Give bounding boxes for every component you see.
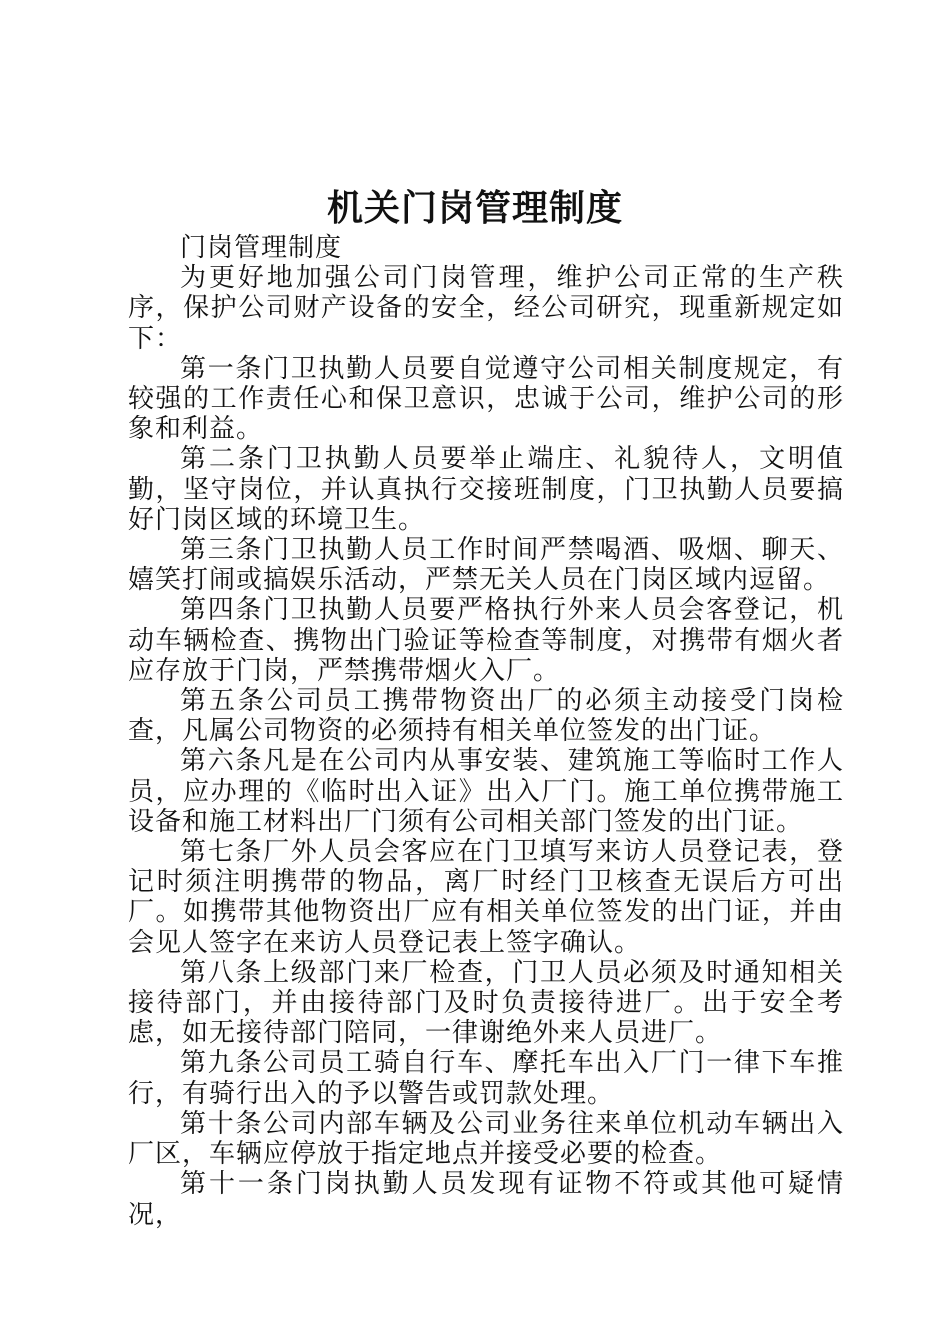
paragraph-article-5: 第五条公司员工携带物资出厂的必须主动接受门岗检查，凡属公司物资的必须持有相关单位签发的出门证。: [128, 686, 844, 747]
paragraph-article-6: 第六条凡是在公司内从事安装、建筑施工等临时工作人员，应办理的《临时出入证》出入厂门。施工单位携带施工设备和施工材料出厂门须有公司相关部门签发的出门证。: [128, 746, 844, 837]
paragraph-heading: 门岗管理制度: [180, 233, 343, 263]
paragraph-article-11: 第十一条门岗执勤人员发现有证物不符或其他可疑情况，: [128, 1169, 844, 1230]
document-title: 机关门岗管理制度: [326, 187, 623, 229]
paragraph-article-2: 第二条门卫执勤人员要举止端庄、礼貌待人，文明值勤，坚守岗位，并认真执行交接班制度，门卫执勤人员要搞好门岗区域的环境卫生。: [128, 444, 844, 535]
paragraph-intro: 为更好地加强公司门岗管理，维护公司正常的生产秩序，保护公司财产设备的安全，经公司研究，现重新规定如下：: [128, 263, 844, 354]
document-body: [128, 233, 844, 1230]
paragraph-article-8: 第八条上级部门来厂检查，门卫人员必须及时通知相关接待部门，并由接待部门及时负责接待进厂。出于安全考虑，如无接待部门陪同，一律谢绝外来人员进厂。: [128, 957, 844, 1049]
paragraph-article-1: 第一条门卫执勤人员要自觉遵守公司相关制度规定，有较强的工作责任心和保卫意识，忠诚于公司，维护公司的形象和利益。: [128, 353, 844, 445]
paragraph-article-9: 第九条公司员工骑自行车、摩托车出入厂门一律下车推行，有骑行出入的予以警告或罚款处理。: [128, 1048, 844, 1109]
paragraph-article-10: 第十条公司内部车辆及公司业务往来单位机动车辆出入厂区，车辆应停放于指定地点并接受必要的检查。: [128, 1108, 844, 1170]
paragraph-article-3: 第三条门卫执勤人员工作时间严禁喝酒、吸烟、聊天、嬉笑打闹或搞娱乐活动，严禁无关人员在门岗区域内逗留。: [128, 535, 844, 596]
paragraph-article-4: 第四条门卫执勤人员要严格执行外来人员会客登记，机动车辆检查、携物出门验证等检查等制度，对携带有烟火者应存放于门岗，严禁携带烟火入厂。: [128, 595, 844, 686]
paragraph-article-7: 第七条厂外人员会客应在门卫填写来访人员登记表，登记时须注明携带的物品，离厂时经门卫核查无误后方可出厂。如携带其他物资出厂应有相关单位签发的出门证，并由会见人签字在来访人员登记表上签字确认。: [128, 837, 844, 958]
